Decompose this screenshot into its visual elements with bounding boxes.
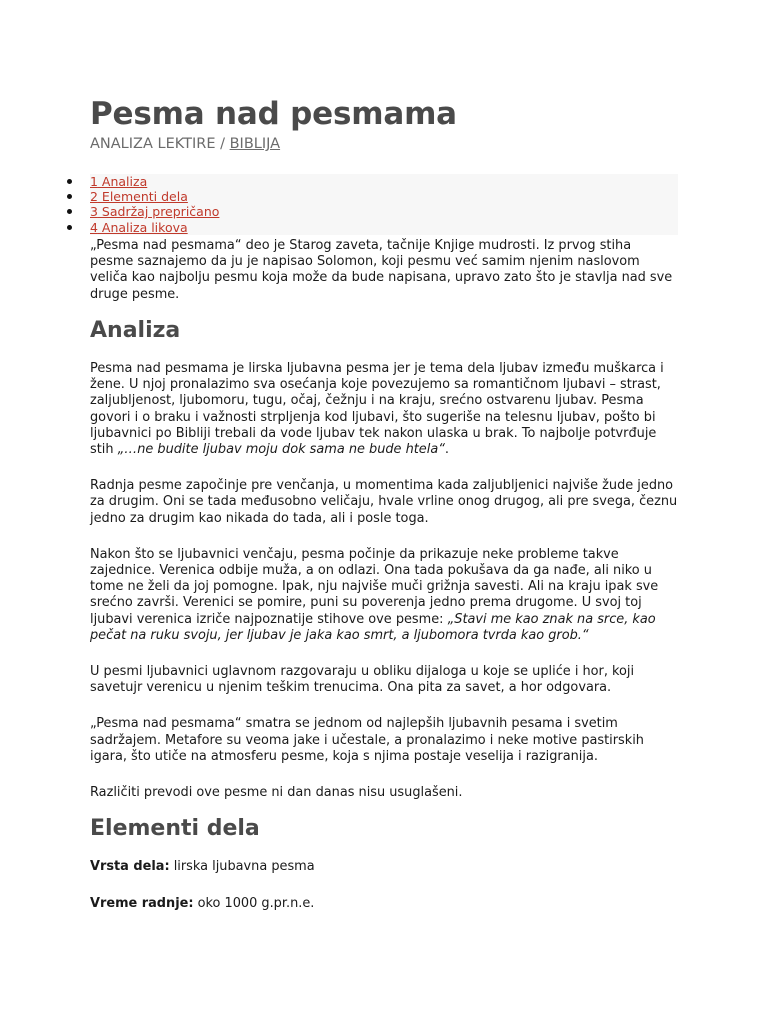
vreme-radnje — [90, 896, 678, 912]
vrsta-dela-value: lirska ljubavna pesma — [169, 859, 315, 875]
analiza-paragraph-3: Nakon što se ljubavnici venčaju, pesma počinje da prikazuje neke probleme takve zajednice. Verenica odbije muža, a on odlazi. Ona tada pokušava da ga nađe, ali niko u tome ne želi da joj pomogne. Ipak, nju najviše muči grižnja savesti. Ali na kraju ipak sve srećno završi. Verenici se pomire, puni su poverenja jedno prema drugome. U svoj toj ljubavi verenica izriče najpoznatije stihove ove pesme: „Stavi me kao znak na srce, kao pečat na ruku svoju, jer ljubav je jaka kao smrt, a ljubomora tvrda kao grob.“ — [90, 546, 659, 643]
breadcrumb — [90, 136, 280, 152]
toc-link-elementi-dela[interactable]: 2 Elementi dela — [90, 189, 188, 205]
vreme-radnje-value: oko 1000 g.pr.n.e. — [193, 895, 315, 911]
article-body — [90, 238, 678, 932]
quote: „…ne budite ljubav moju dok sama ne bude htela“ — [117, 442, 445, 458]
vrsta-dela — [90, 859, 678, 875]
analiza-paragraph-6: Različiti prevodi ove pesme ni dan danas nisu usuglašeni. — [90, 785, 463, 801]
page-title: Pesma nad pesmama — [90, 96, 457, 132]
toc-item — [90, 174, 678, 189]
analiza-paragraph-2: Radnja pesme započinje pre venčanja, u momentima kada zaljubljenici najviše žude jedno za drugim. Oni se tada međusobno veličaju, hvale vrline onog drugog, ali pre svega, čeznu jedno za drugim kao nikada do tada, ali i posle toga. — [90, 478, 678, 526]
breadcrumb-prefix: ANALIZA LEKTIRE / — [90, 136, 230, 152]
breadcrumb-link-biblija[interactable]: BIBLIJA — [229, 136, 281, 152]
toc-item — [90, 189, 678, 204]
analiza-paragraph-1: Pesma nad pesmama je lirska ljubavna pesma jer je tema dela ljubav između muškarca i žene. U njoj pronalazimo sva osećanja koje povezujemo sa romantičnom ljubavi – strast, zaljubljenost, ljubomoru, tugu, očaj, čežnju i na kraju, srećno ostvarenu ljubav. Pesma govori i o braku i važnosti strpljenja kod ljubavi, što sugeriše na telesnu ljubav, pošto bi ljubavnici po Bibliji trebali da vode ljubav tek nakon ulaska u brak. To najbolje potvrđuje stih „…ne budite ljubav moju dok sama ne bude htela“. — [90, 361, 664, 458]
intro-paragraph: „Pesma nad pesmama“ deo je Starog zaveta, tačnije Knjige mudrosti. Iz prvog stiha pesme saznajemo da ju je napisao Solomon, koji pesmu već samim njenim naslovom veliča kao najbolju pesmu koja može da bude napisana, upravo zato što je stavlja nad sve druge pesme. — [90, 238, 673, 302]
vrsta-dela-label: Vrsta dela: — [90, 859, 170, 875]
toc-link-sadrzaj[interactable]: 3 Sadržaj prepričano — [90, 204, 220, 220]
vreme-radnje-label: Vreme radnje: — [90, 895, 194, 911]
toc-item — [90, 220, 678, 235]
toc-link-analiza-likova[interactable]: 4 Analiza likova — [90, 219, 188, 235]
analiza-paragraph-5: „Pesma nad pesmama“ smatra se jednom od najlepših ljubavnih pesama i svetim sadržajem. Metafore su veoma jake i učestale, a pronalazimo i neke motive pastirskih igara, što utiče na atmosferu pesme, koja s njima postaje veselija i razigranija. — [90, 716, 644, 764]
quote: „Stavi me kao znak na srce, kao pečat na ruku svoju, jer ljubav je jaka kao smrt, a ljubomora tvrda kao grob.“ — [90, 611, 656, 643]
toc-link-analiza[interactable]: 1 Analiza — [90, 174, 148, 189]
toc-item — [90, 204, 678, 219]
table-of-contents — [90, 174, 678, 235]
analiza-paragraph-4: U pesmi ljubavnici uglavnom razgovaraju u obliku dijaloga u koje se upliće i hor, koji savetujr verenicu u njenim teškim trenucima. Ona pita za savet, a hor odgovara. — [90, 664, 635, 696]
section-heading-elementi-dela: Elementi dela — [90, 816, 260, 842]
section-heading-analiza: Analiza — [90, 317, 181, 343]
